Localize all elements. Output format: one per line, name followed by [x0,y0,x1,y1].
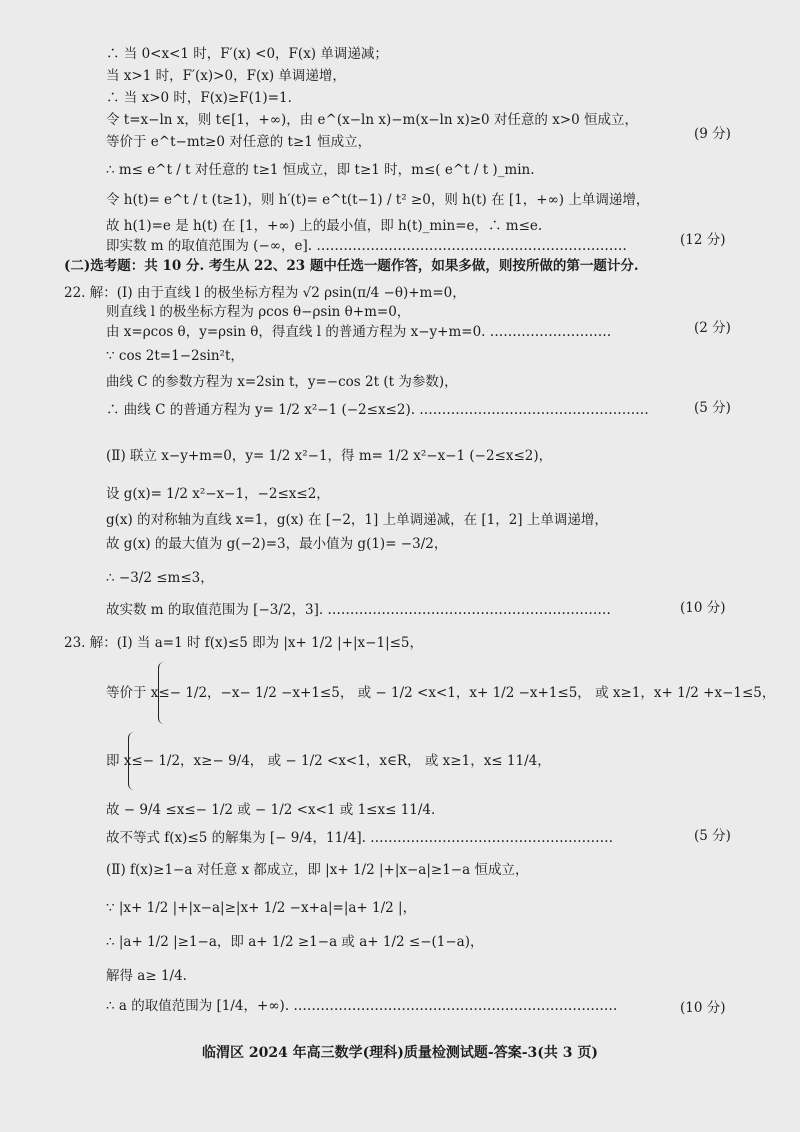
solution-line: 等价于 e^t−mt≥0 对任意的 t≥1 恒成立， [106,134,372,150]
question-22-line: 22. 解：(Ⅰ) 由于直线 l 的极坐标方程为 √2 ρsin(π/4 −θ)+m=0， [64,285,466,301]
solution-line: 故不等式 f(x)≤5 的解集为 [− 9/4，11/4]. ……………………………………………… [106,830,614,846]
solution-line: ∴ m≤ e^t / t 对任意的 t≥1 恒成立，即 t≥1 时，m≤( e^t / t )_min. [106,162,535,178]
solution-line: 即实数 m 的取值范围为 (−∞，e]. …………………………………………………………… [106,238,627,254]
solution-line: ∴ 当 x>0 时，F(x)≥F(1)=1. [106,90,292,106]
question-23-line: 23. 解：(Ⅰ) 当 a=1 时 f(x)≤5 即为 |x+ 1/2 |+|x−1|≤5， [64,635,424,651]
solution-line: (Ⅱ) f(x)≥1−a 对任意 x 都成立，即 |x+ 1/2 |+|x−a|≥1−a 恒成立， [106,862,529,878]
solution-line: 即 x≤− 1/2，x≥− 9/4， 或 − 1/2 <x<1，x∈R， 或 x≥1，x≤ 11/4， [106,753,551,769]
solution-line: ∴ |a+ 1/2 |≥1−a，即 a+ 1/2 ≥1−a 或 a+ 1/2 ≤−(1−a)， [106,934,484,950]
solution-line: g(x) 的对称轴为直线 x=1，g(x) 在 [−2，1] 上单调递减，在 [1，2] 上单调递增， [106,512,608,528]
solution-line: ∴ −3/2 ≤m≤3， [106,570,214,586]
solution-line: ∵ |x+ 1/2 |+|x−a|≥|x+ 1/2 −x+a|=|a+ 1/2 |， [106,900,417,916]
solution-line: 当 x>1 时，F′(x)>0，F(x) 单调递增， [106,68,346,84]
solution-line: 故 − 9/4 ≤x≤− 1/2 或 − 1/2 <x<1 或 1≤x≤ 11/4. [106,802,436,818]
solution-line: (Ⅱ) 联立 x−y+m=0，y= 1/2 x²−1，得 m= 1/2 x²−x−1 (−2≤x≤2)， [106,448,553,464]
solution-line: 则直线 l 的极坐标方程为 ρcos θ−ρsin θ+m=0， [106,304,411,320]
solution-line: 故 h(1)=e 是 h(t) 在 [1，+∞) 上的最小值，即 h(t)_min=e，∴ m≤e. [106,218,543,234]
solution-line: 设 g(x)= 1/2 x²−x−1，−2≤x≤2， [106,486,330,502]
solution-line: 故 g(x) 的最大值为 g(−2)=3，最小值为 g(1)= −3/2， [106,536,448,552]
section-heading: (二)选考题：共 10 分. 考生从 22、23 题中任选一题作答，如果多做，则按所做的第一题计分. [64,258,639,274]
solution-line: 等价于 x≤− 1/2，−x− 1/2 −x+1≤5， 或 − 1/2 <x<1，x+ 1/2 −x+1≤5， 或 x≥1，x+ 1/2 +x−1≤5， [106,685,776,701]
score-marker: (2 分) [694,320,731,336]
solution-line: 由 x=ρcos θ，y=ρsin θ，得直线 l 的普通方程为 x−y+m=0. ……………………… [106,324,612,340]
solution-line: ∴ a 的取值范围为 [1/4，+∞). ……………………………………………………………… [106,998,618,1014]
solution-line: 令 h(t)= e^t / t (t≥1)，则 h′(t)= e^t(t−1) / t² ≥0，则 h(t) 在 [1，+∞) 上单调递增， [106,192,650,208]
solution-line: 故实数 m 的取值范围为 [−3/2，3]. ……………………………………………………… [106,602,611,618]
page-footer: 临渭区 2024 年高三数学(理科)质量检测试题-答案-3(共 3 页) [201,1045,599,1061]
solution-line: 解得 a≥ 1/4. [106,968,187,984]
solution-line: 曲线 C 的参数方程为 x=2sin t，y=−cos 2t (t 为参数)， [106,374,458,390]
score-marker: (9 分) [694,126,731,142]
solution-line: ∵ cos 2t=1−2sin²t， [106,348,244,364]
solution-line: ∴ 当 0<x<1 时，F′(x) <0，F(x) 单调递减； [106,46,388,62]
score-marker: (12 分) [680,232,726,248]
score-marker: (10 分) [680,600,726,616]
score-marker: (5 分) [694,400,731,416]
solution-line: ∴ 曲线 C 的普通方程为 y= 1/2 x²−1 (−2≤x≤2). …………………………………………… [106,402,649,418]
score-marker: (5 分) [694,828,731,844]
score-marker: (10 分) [680,1000,726,1016]
solution-line: 令 t=x−ln x，则 t∈[1，+∞)，由 e^(x−ln x)−m(x−ln x)≥0 对任意的 x>0 恒成立， [106,112,639,128]
